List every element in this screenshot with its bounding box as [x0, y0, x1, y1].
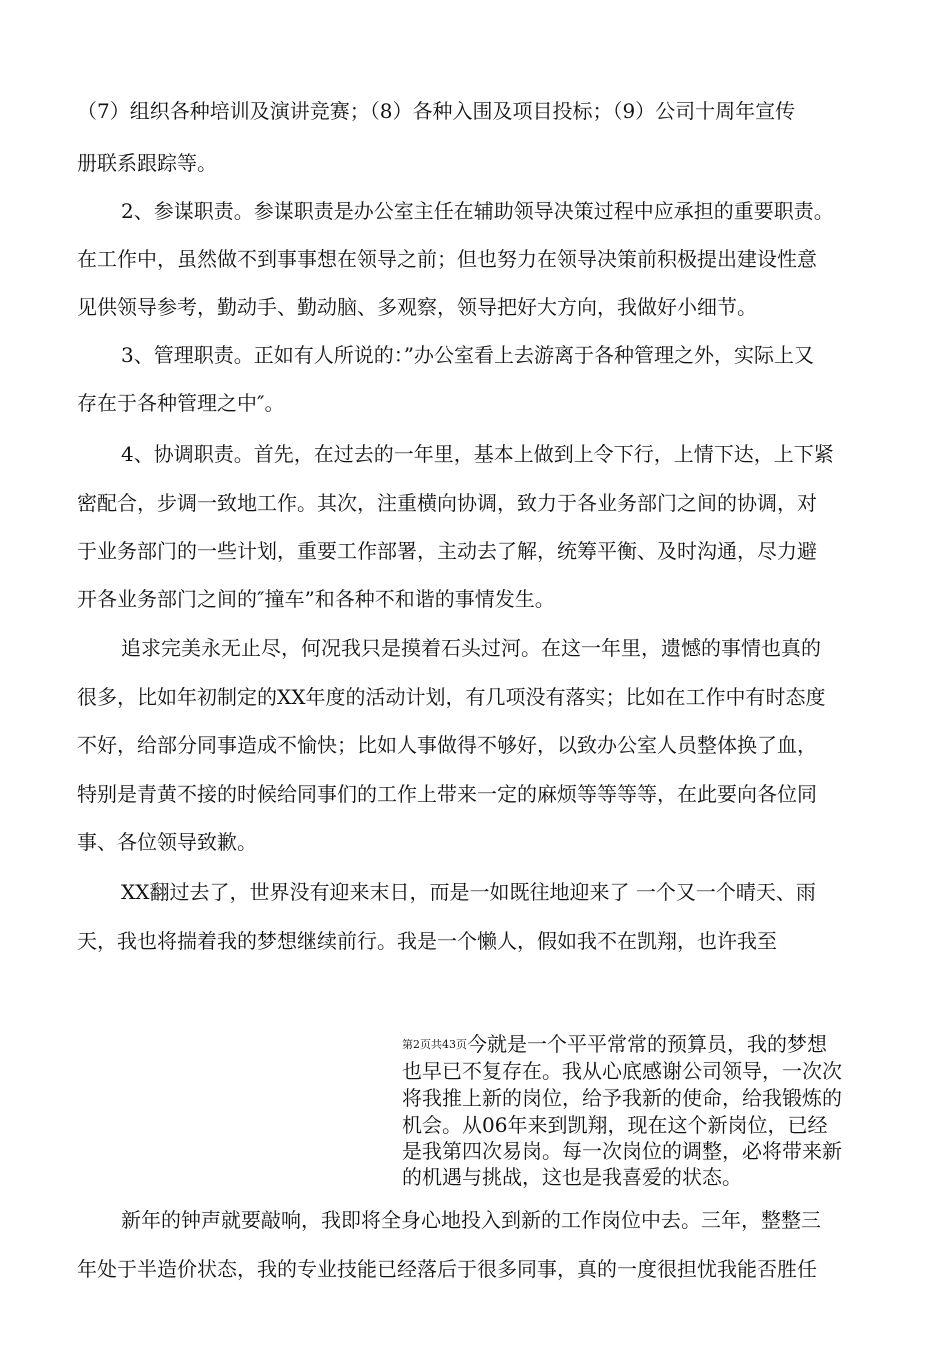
paragraph-line: 特别是青黄不接的时候给同事们的工作上带来一定的麻烦等等等等，在此要向各位同 [77, 782, 817, 806]
paragraph-line: 很多，比如年初制定的XX年度的活动计划，有几项没有落实；比如在工作中有时态度 [77, 685, 826, 709]
box-line: 也早已不复存在。我从心底感谢公司领导，一次次 [402, 1059, 842, 1083]
paragraph-line: 在工作中，虽然做不到事事想在领导之前；但也努力在领导决策前积极提出建设性意 [77, 247, 817, 271]
paragraph-line: 天，我也将揣着我的梦想继续前行。我是一个懒人，假如我不在凯翔，也许我至 [77, 929, 777, 953]
paragraph-line: 开各业务部门之间的″撞车”和各种不和谐的事情发生。 [77, 587, 555, 611]
paragraph-line: 4、协调职责。首先，在过去的一年里，基本上做到上令下行，上情下达，上下紧 [121, 442, 834, 466]
paragraph-line: 追求完美永无止尽，何况我只是摸着石头过河。在这一年里，遗憾的事情也真的 [121, 636, 821, 660]
box-line: 将我推上新的岗位，给予我新的使命，给我锻炼的 [402, 1086, 842, 1110]
paragraph-line: 于业务部门的一些计划，重要工作部署，主动去了解，统筹平衡、及时沟通，尽力避 [77, 539, 817, 563]
paragraph-line: 2、参谋职责。参谋职责是办公室主任在辅助领导决策过程中应承担的重要职责。 [121, 199, 834, 223]
box-line: 机会。从06年来到凯翔，现在这个新岗位，已经 [402, 1113, 828, 1137]
paragraph-line: （7）组织各种培训及演讲竞赛；（8）各种入围及项目投标；（9）公司十周年宣传 [77, 99, 796, 123]
paragraph-line: 不好，给部分同事造成不愉快；比如人事做得不够好，以致办公室人员整体换了血， [77, 733, 817, 757]
page-number: 第2页共43页 [402, 1038, 467, 1051]
paragraph-line: 存在于各种管理之中″。 [77, 391, 285, 415]
paragraph-line: 年处于半造价状态，我的专业技能已经落后于很多同事，真的一度很担忧我能否胜任 [77, 1257, 817, 1281]
paragraph-line: 册联系跟踪等。 [77, 151, 217, 175]
box-text: 今就是一个平平常常的预算员，我的梦想 [467, 1032, 827, 1056]
box-line: 是我第四次易岗。每一次岗位的调整，必将带来新 [402, 1139, 842, 1163]
paragraph-line: XX翻过去了，世界没有迎来末日，而是一如既往地迎来了 一个又一个晴天、雨 [121, 880, 816, 904]
paragraph-line: 新年的钟声就要敲响，我即将全身心地投入到新的工作岗位中去。三年，整整三 [121, 1208, 821, 1232]
paragraph-line: 密配合，步调一致地工作。其次，注重横向协调，致力于各业务部门之间的协调，对 [77, 491, 817, 515]
paragraph-line: 见供领导参考，勤动手、勤动脑、多观察，领导把好大方向，我做好小细节。 [77, 295, 757, 319]
box-line: 的机遇与挑战，这也是我喜爱的状态。 [402, 1165, 742, 1189]
paragraph-line: 事、各位领导致歉。 [77, 830, 257, 854]
paragraph-line: 3、管理职责。正如有人所说的：”办公室看上去游离于各种管理之外，实际上又 [121, 343, 814, 367]
box-first-line [402, 1031, 827, 1058]
